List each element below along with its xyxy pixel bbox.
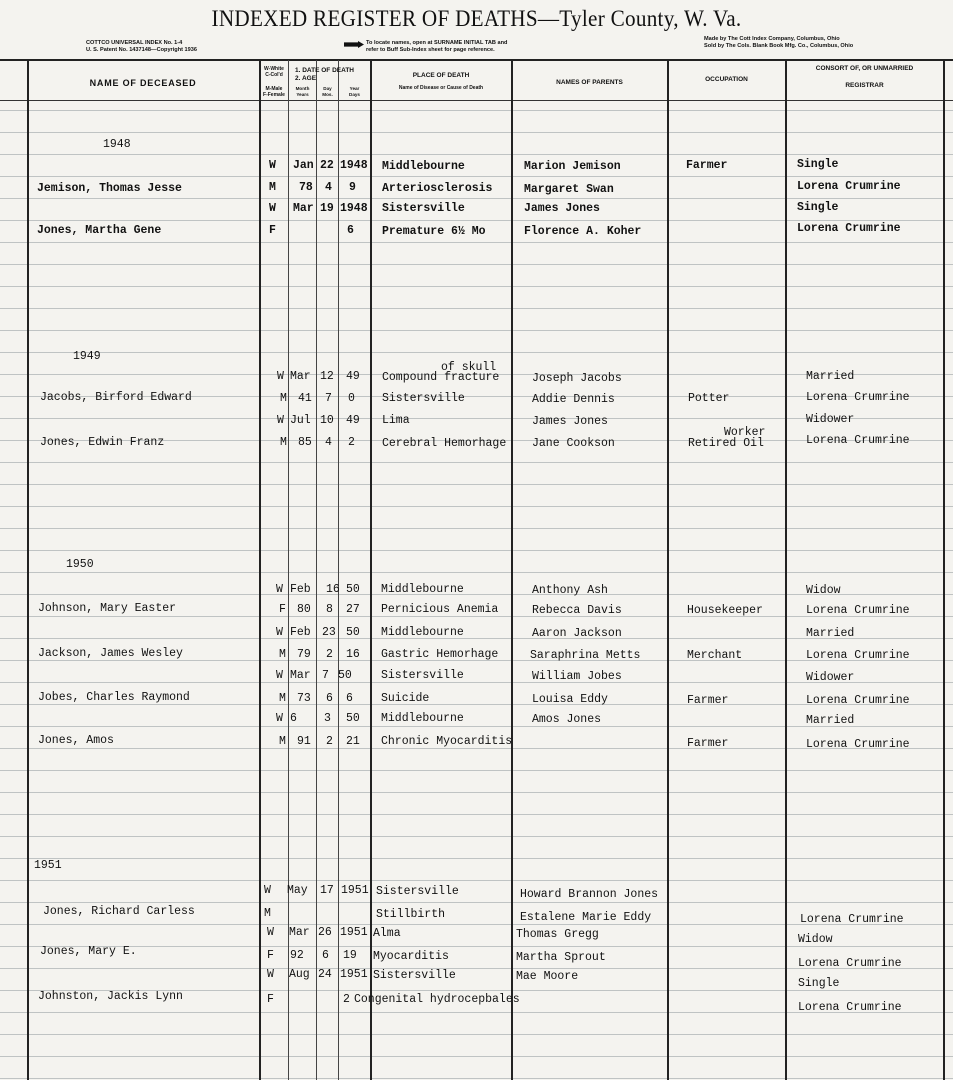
deceased-name: Jones, Martha Gene (37, 224, 162, 237)
death-month: May (287, 884, 308, 897)
header-years: Years (296, 91, 309, 97)
deceased-name: Jemison, Thomas Jesse (37, 182, 182, 195)
header-race (259, 66, 289, 78)
occupation: Farmer (687, 737, 729, 750)
registrar: Lorena Crumrine (806, 434, 910, 447)
death-month: Mar (289, 926, 310, 939)
registrar: Lorena Crumrine (806, 649, 910, 662)
race: W (264, 884, 271, 897)
deceased-name: Jones, Amos (38, 734, 114, 747)
age-years: 79 (297, 648, 311, 661)
sex: F (267, 993, 274, 1006)
occupation: Housekeeper (687, 604, 763, 617)
header-month: Month (295, 86, 310, 91)
header-day: Day (323, 86, 332, 91)
age-days: 27 (346, 603, 360, 616)
cause-of-death: Suicide (381, 692, 430, 705)
place-of-death: Sistersville (376, 885, 459, 898)
registrar: Lorena Crumrine (798, 957, 902, 970)
deceased-name: Jones, Richard Carless (43, 905, 195, 918)
death-month: Feb (290, 626, 311, 639)
age-days: 0 (348, 392, 355, 405)
age-days: 2 (348, 436, 355, 449)
pointing-hand-icon (344, 41, 364, 48)
death-year: 1948 (340, 159, 368, 172)
father-name: Howard Brannon Jones (520, 888, 659, 901)
death-year: 1948 (340, 202, 368, 215)
index-notice (86, 40, 197, 53)
header-day-mos (317, 86, 338, 97)
cause-of-death: Congenital hydrocepbales (354, 993, 520, 1006)
header-registrar: REGISTRAR (845, 82, 884, 89)
sex: F (279, 603, 286, 616)
marital-status: Married (806, 714, 855, 727)
cause-of-death: Chronic Myocarditis (381, 735, 513, 748)
place-of-death: Alma (373, 927, 401, 940)
page-title: INDEXED REGISTER OF DEATHS—Tyler County, W. Va. (211, 6, 742, 31)
occupation: Farmer (687, 694, 729, 707)
sex: M (279, 648, 286, 661)
death-month: Jul (290, 414, 311, 427)
marital-status: Married (806, 627, 855, 640)
death-year: 49 (346, 414, 360, 427)
age-months: 7 (325, 392, 332, 405)
father-name: Mae Moore (516, 970, 579, 983)
registrar: Lorena Crumrine (806, 738, 910, 751)
death-month: 6 (290, 712, 297, 725)
age-months: 6 (326, 692, 333, 705)
cause-of-death: Pernicious Anemia (381, 603, 499, 616)
occupation-line-1: Worker (724, 426, 766, 439)
place-of-death: Sistersville (382, 202, 465, 215)
death-day: 17 (320, 884, 334, 897)
col-line-race (259, 60, 261, 1080)
mother-name: Addie Dennis (532, 393, 615, 406)
col-line-consort (785, 60, 787, 1080)
registrar: Lorena Crumrine (797, 222, 901, 235)
cause-of-death: Myocarditis (373, 950, 449, 963)
deceased-name: Jones, Mary E. (40, 945, 137, 958)
col-line-occupation (667, 60, 669, 1080)
age-days: 21 (346, 735, 360, 748)
age-days: 2 (343, 993, 350, 1006)
sex: M (269, 181, 276, 194)
age-months: 2 (326, 735, 333, 748)
marital-status: Widow (806, 584, 841, 597)
death-day: 23 (322, 626, 336, 639)
registrar: Lorena Crumrine (798, 1001, 902, 1014)
year-marker-1950: 1950 (66, 558, 94, 571)
place-of-death: Sistersville (373, 969, 456, 982)
mother-name: Saraphrina Metts (530, 649, 641, 662)
death-month: Mar (290, 669, 311, 682)
race: W (269, 202, 276, 215)
age-years: 73 (297, 692, 311, 705)
death-day: 7 (322, 669, 329, 682)
death-day: 16 (326, 583, 340, 596)
place-of-death: Middlebourne (381, 626, 464, 639)
deceased-name: Jobes, Charles Raymond (38, 691, 190, 704)
deceased-name: Johnson, Mary Easter (38, 602, 177, 615)
age-years: 85 (298, 436, 312, 449)
deceased-name: Johnston, Jackis Lynn (38, 990, 183, 1003)
header-sex-female: F-Female (263, 92, 285, 98)
occupation: Potter (688, 392, 730, 405)
death-year: 1951 (340, 968, 368, 981)
place-of-death: Sistersville (381, 669, 464, 682)
header-month-years (289, 86, 316, 97)
sex: M (279, 692, 286, 705)
year-marker-1951: 1951 (34, 859, 62, 872)
sex: F (267, 949, 274, 962)
header-year-days (339, 86, 370, 97)
place-of-death: Compound fracture (382, 371, 500, 384)
sex: M (264, 907, 271, 920)
registrar: Lorena Crumrine (800, 913, 904, 926)
cause-of-death: Arteriosclerosis (382, 182, 493, 195)
header-place-of-death: PLACE OF DEATH (412, 72, 470, 79)
age-years: 91 (297, 735, 311, 748)
locate-notice (366, 40, 507, 53)
age-years: 41 (298, 392, 312, 405)
marital-status: Single (797, 158, 839, 171)
header-year: Year (349, 86, 360, 91)
age-years: 92 (290, 949, 304, 962)
col-line-year (338, 60, 339, 1080)
sex: M (280, 392, 287, 405)
header-date-age (289, 67, 375, 83)
marital-status: Married (806, 370, 855, 383)
father-name: Amos Jones (532, 713, 602, 726)
mother-name: Jane Cookson (532, 437, 615, 450)
header-names-of-parents: NAMES OF PARENTS (556, 79, 623, 86)
death-month: Mar (290, 370, 311, 383)
father-name: Aaron Jackson (532, 627, 622, 640)
age-years: 80 (297, 603, 311, 616)
father-name: James Jones (532, 415, 608, 428)
header-date-of-death: 1. DATE OF DEATH (295, 67, 354, 74)
death-year: 1951 (341, 884, 369, 897)
header-cause-of-death: Name of Disease or Cause of Death (398, 85, 484, 91)
index-notice-line-1: COTTCO UNIVERSAL INDEX No. 1-4 (86, 40, 183, 46)
mother-name: Martha Sprout (516, 951, 606, 964)
header-name-of-deceased: NAME OF DECEASED (89, 78, 197, 88)
registrar: Lorena Crumrine (806, 694, 910, 707)
race: W (276, 712, 283, 725)
age-months: 2 (326, 648, 333, 661)
death-year: 50 (346, 583, 360, 596)
cause-of-death: Gastric Hemorhage (381, 648, 499, 661)
age-months: 4 (325, 181, 332, 194)
age-months: 8 (326, 603, 333, 616)
age-days: 6 (347, 224, 354, 237)
header-days: Days (349, 91, 360, 97)
place-of-death: Middlebourne (381, 583, 464, 596)
header-sex (259, 86, 289, 98)
mother-name: Estalene Marie Eddy (520, 911, 652, 924)
index-notice-line-2: U. S. Patent No. 1437148—Copyright 1936 (86, 46, 197, 53)
deceased-name: Jones, Edwin Franz (40, 436, 165, 449)
death-day: 26 (318, 926, 332, 939)
death-month: Jan (293, 159, 314, 172)
sex: M (280, 436, 287, 449)
deceased-name: Jackson, James Wesley (38, 647, 183, 660)
locate-notice-line-1: To locate names, open at SURNAME INITIAL TAB and (366, 40, 508, 46)
cause-of-death: Premature 6½ Mo (382, 225, 486, 238)
age-days: 6 (346, 692, 353, 705)
death-day: 24 (318, 968, 332, 981)
place-of-death: Middlebourne (382, 160, 465, 173)
death-day: 10 (320, 414, 334, 427)
race: W (267, 968, 274, 981)
age-days: 16 (346, 648, 360, 661)
age-months: 6 (322, 949, 329, 962)
race: W (276, 669, 283, 682)
header-mos: Mos. (322, 91, 333, 97)
age-years: 78 (299, 181, 313, 194)
death-day: 12 (320, 370, 334, 383)
locate-notice-line-2: refer to Buff Sub-Index sheet for page reference. (366, 46, 495, 53)
registrar: Lorena Crumrine (806, 604, 910, 617)
col-line-left (27, 60, 29, 1080)
place-note: of skull (441, 361, 497, 374)
maker-notice (704, 36, 853, 49)
age-days: 9 (349, 181, 356, 194)
place-of-death: Middlebourne (381, 712, 464, 725)
header-bottom-rule (0, 100, 953, 101)
header-occupation: OCCUPATION (705, 76, 748, 83)
registrar: Lorena Crumrine (797, 180, 901, 193)
death-day: 22 (320, 159, 334, 172)
age-months: 4 (325, 436, 332, 449)
place-of-death: Lima (382, 414, 410, 427)
header-race-white: W-White (264, 66, 284, 72)
cause-of-death: Stillbirth (376, 908, 446, 921)
mother-name: Florence A. Koher (524, 225, 642, 238)
death-month: Mar (293, 202, 314, 215)
col-line-day (316, 60, 317, 1080)
marital-status: Widow (798, 933, 833, 946)
cause-of-death: Sistersville (382, 392, 465, 405)
col-line-right (943, 60, 945, 1080)
race: W (277, 370, 284, 383)
death-year: 49 (346, 370, 360, 383)
father-name: Thomas Gregg (516, 928, 599, 941)
mother-name: Rebecca Davis (532, 604, 622, 617)
mother-name: Louisa Eddy (532, 693, 608, 706)
header-race-colored: C-Col'd (265, 72, 283, 78)
maker-notice-line-1: Made by The Cott Index Company, Columbus, Ohio (704, 36, 840, 42)
occupation: Merchant (687, 649, 743, 662)
father-name: William Jobes (532, 670, 622, 683)
race: W (277, 414, 284, 427)
header-age: 2. AGE (295, 75, 317, 82)
col-line-place (370, 60, 372, 1080)
col-line-parents (511, 60, 513, 1080)
marital-status: Single (798, 977, 840, 990)
deceased-name: Jacobs, Birford Edward (40, 391, 192, 404)
sex: F (269, 224, 276, 237)
death-month: Aug (289, 968, 310, 981)
death-year: 50 (338, 669, 352, 682)
race: W (276, 583, 283, 596)
death-day: 3 (324, 712, 331, 725)
registrar: Lorena Crumrine (806, 391, 910, 404)
father-name: Marion Jemison (524, 160, 621, 173)
header-consort: CONSORT OF, OR UNMARRIED (815, 65, 914, 72)
father-name: Joseph Jacobs (532, 372, 622, 385)
mother-name: Margaret Swan (524, 183, 614, 196)
year-marker-1949: 1949 (73, 350, 101, 363)
death-year: 50 (346, 712, 360, 725)
cause-of-death: Cerebral Hemorhage (382, 437, 507, 450)
death-year: 1951 (340, 926, 368, 939)
race: W (269, 159, 276, 172)
marital-status: Widower (806, 671, 855, 684)
header-sex-male: M-Male (265, 86, 283, 92)
race: W (276, 626, 283, 639)
marital-status: Widower (806, 413, 855, 426)
race: W (267, 926, 274, 939)
maker-notice-line-2: Sold by The Cols. Blank Book Mfg. Co., Columbus, Ohio (704, 42, 854, 49)
death-month: Feb (290, 583, 311, 596)
death-day: 19 (320, 202, 334, 215)
father-name: Anthony Ash (532, 584, 608, 597)
marital-status: Single (797, 201, 839, 214)
top-rule (0, 59, 953, 61)
sex: M (279, 735, 286, 748)
occupation: Farmer (686, 159, 728, 172)
father-name: James Jones (524, 202, 600, 215)
year-marker-1948: 1948 (103, 138, 131, 151)
death-year: 50 (346, 626, 360, 639)
occupation-line-2: Retired Oil (688, 437, 764, 450)
age-days: 19 (343, 949, 357, 962)
